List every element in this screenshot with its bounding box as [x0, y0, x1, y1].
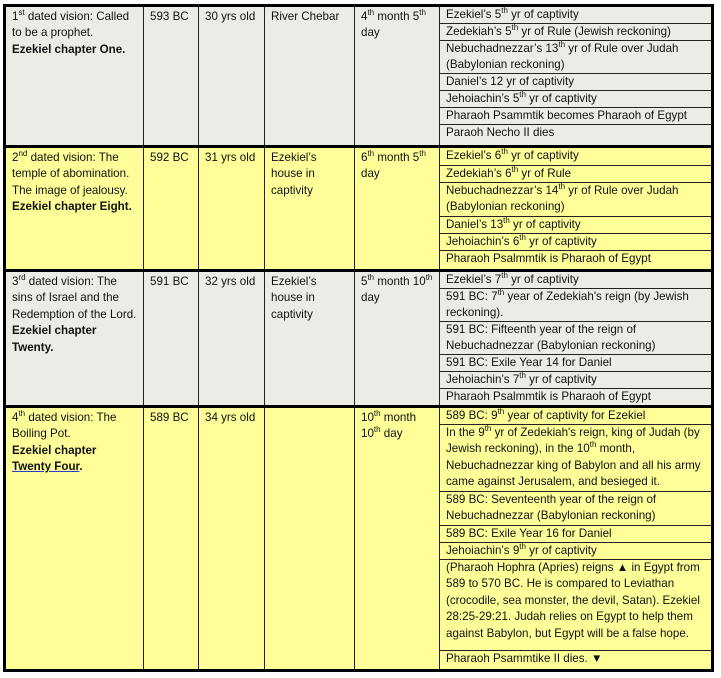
year-cell: 593 BC	[144, 7, 199, 145]
vision-cell	[6, 272, 144, 405]
event-item: Jehoiachin’s 9th yr of captivity	[440, 543, 711, 560]
date-cell: 10th month 10th day	[355, 408, 440, 669]
event-item: Jehoiachin’s 7th yr of captivity	[440, 372, 711, 389]
age-cell: 31 yrs old	[199, 148, 265, 269]
event-item: Zedekiah’s 5th yr of Rule (Jewish reckoning)	[440, 24, 711, 41]
events-cell	[440, 148, 711, 269]
event-item: Jehoiachin’s 5th yr of captivity	[440, 91, 711, 108]
event-item: Pharaoh Psalmmtik is Pharaoh of Egypt	[446, 252, 651, 265]
event-item: 591 BC: Fifteenth year of the reign of Nebuchadnezzar (Babylonian reckoning)	[440, 322, 711, 355]
events-cell	[440, 272, 711, 405]
vision-text: 3rd dated vision: The sins of Israel and the Redemption of the Lord.	[12, 273, 137, 321]
chapter-text: Ezekiel chapter One.	[12, 42, 126, 56]
year-cell: 591 BC	[144, 272, 199, 405]
event-item: Daniel’s 12 yr of captivity	[440, 74, 711, 91]
event-item: 591 BC: Exile Year 14 for Daniel	[440, 355, 711, 372]
events-cell	[440, 408, 711, 669]
event-item: Paraoh Necho II dies	[446, 126, 555, 139]
chapter-text-a: Ezekiel chapter	[12, 443, 97, 457]
event-item: Pharaoh Psammtike II dies. ▼	[446, 652, 603, 665]
event-item: In the 9th yr of Zedekiah's reign, king of Judah (by Jewish reckoning), in the 10th month, Nebuchadnezzar king of Babylon and all his army came against Jerusalem, and besieged it.	[440, 425, 711, 492]
event-item: 589 BC: Seventeenth year of the reign of Nebuchadnezzar (Babylonian reckoning)	[440, 492, 711, 526]
chapter-text: Ezekiel chapter Twenty.	[12, 324, 97, 354]
place-cell: Ezekiel’s house in captivity	[265, 272, 355, 405]
events-cell	[440, 7, 711, 145]
vision-text: 4th dated vision: The Boiling Pot.	[12, 409, 117, 441]
event-item: Nebuchadnezzar’s 14th yr of Rule over Judah (Babylonian reckoning)	[440, 183, 711, 217]
vision-text: 1st dated vision: Called to be a prophet.	[12, 8, 130, 40]
date-cell: 5th month 10th day	[355, 272, 440, 405]
vision-cell	[6, 408, 144, 669]
event-item: 589 BC: 9th year of captivity for Ezekiel	[440, 408, 711, 425]
place-cell: River Chebar	[265, 7, 355, 145]
event-item: 589 BC: Exile Year 16 for Daniel	[440, 526, 711, 543]
event-item: (Pharaoh Hophra (Apries) reigns ▲ in Egypt from 589 to 570 BC. He is compared to Leviathan (crocodile, sea monster, the devil, Satan). Ezekiel 28:25-29:21. Judah relies on Egypt to help them against Babylon, but Egypt will be a false hope.	[440, 560, 711, 651]
date-cell: 6th month 5th day	[355, 148, 440, 269]
event-item: Pharaoh Psalmmtik is Pharaoh of Egypt	[446, 390, 651, 403]
table-row	[6, 408, 711, 669]
event-item: Daniel’s 13th yr of captivity	[440, 217, 711, 234]
age-cell: 32 yrs old	[199, 272, 265, 405]
table-row	[6, 7, 711, 145]
chapter-text	[12, 443, 137, 476]
table-row	[6, 148, 711, 269]
year-cell: 592 BC	[144, 148, 199, 269]
event-item: Ezekiel’s 5th yr of captivity	[440, 7, 711, 24]
vision-cell	[6, 7, 144, 145]
place-cell: Ezekiel’s house in captivity	[265, 148, 355, 269]
event-item: 591 BC: 7th year of Zedekiah's reign (by Jewish reckoning).	[440, 289, 711, 322]
event-item: Pharaoh Psammtik becomes Pharaoh of Egypt	[440, 108, 711, 125]
chapter-text-b: Twenty Four	[12, 460, 80, 474]
age-cell: 34 yrs old	[199, 408, 265, 669]
event-item: Ezekiel’s 6th yr of captivity	[440, 148, 711, 166]
place-cell	[265, 408, 355, 669]
age-cell: 30 yrs old	[199, 7, 265, 145]
event-item: Jehoiachin’s 6th yr of captivity	[440, 234, 711, 251]
event-item: Nebuchadnezzar’s 13th yr of Rule over Judah (Babylonian reckoning)	[440, 41, 711, 74]
vision-text: 2nd dated vision: The temple of abomination. The image of jealousy.	[12, 149, 130, 197]
chapter-text: Ezekiel chapter Eight.	[12, 200, 132, 214]
event-item: Ezekiel’s 7th yr of captivity	[440, 272, 711, 289]
vision-table	[3, 4, 714, 672]
date-cell: 4th month 5th day	[355, 7, 440, 145]
vision-cell	[6, 148, 144, 269]
year-cell: 589 BC	[144, 408, 199, 669]
event-item: Zedekiah’s 6th yr of Rule	[440, 166, 711, 183]
chapter-text-c: .	[79, 460, 83, 474]
table-row	[6, 272, 711, 405]
